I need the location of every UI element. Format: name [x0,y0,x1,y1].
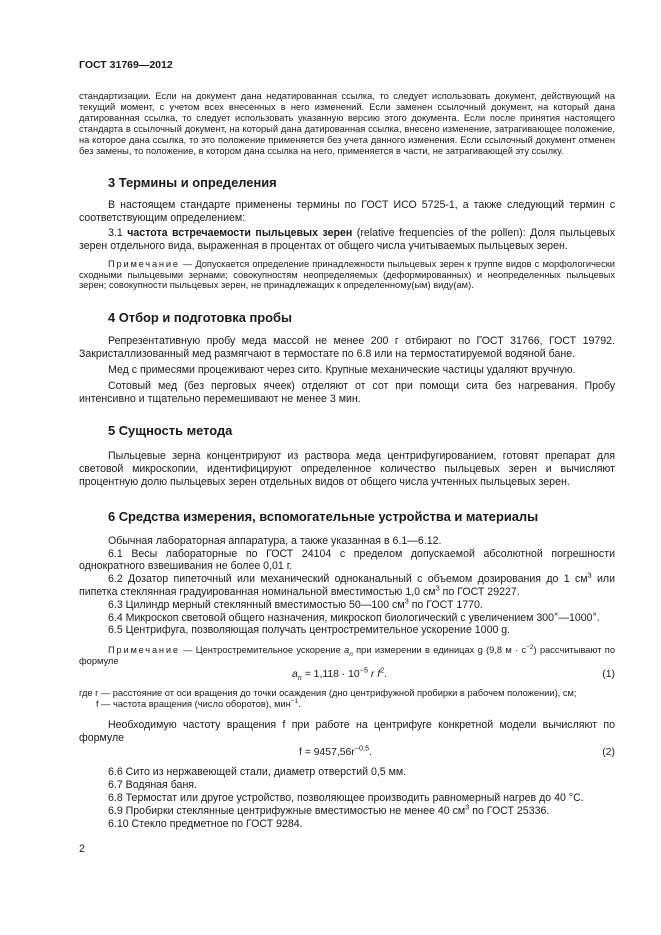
item-6-9: 6.9 Пробирки стеклянные центрифужные вместимостью не менее 40 $см^3$ по ГОСТ 25336. [108,802,550,817]
term-definition: (relative frequencies of the pollen): Доля пыльцевых зерен отдельного вида, выраженная в процентах от общего числа учитываемых пыльцевых зерен. [79,227,616,252]
section-4 [79,310,615,405]
section-6-note: Примечание — Центростремительное ускорение $a_n$ при измерении в единицах g (9,8 $м \cdot с^{-2}$) рассчитывают по формуле [79,644,615,666]
section-4-p2: Мед с примесями процеживают через сито. Крупные механические частицы удаляют вручную. [108,363,576,376]
frequency-paragraph: Необходимую частоту вращения f при работе на центрифуге конкретной модели вычисляют по формуле [79,718,615,744]
item-6-2: 6.2 Дозатор пипеточный или механический одноканальный с объемом дозирования до 1 $см^3$ или пипетка стеклянная градуированная номинальной вместимостью 1,0 $см^3$ по ГОСТ 29227. [79,570,615,598]
where-r: где r — расстояние от оси вращения до точки осаждения (дно центрифужной пробирки в рабочем положении), см; [79,687,577,698]
formula-2 [79,743,615,762]
document-header: ГОСТ 31769—2012 [79,59,173,71]
where-f: f — частота вращения (число оборотов), мин$^{-1}$. [96,697,301,709]
item-6-3: 6.3 Цилиндр мерный стеклянный вместимостью 50—100 $см^3$ по ГОСТ 1770. [108,596,483,611]
formula-1-number: (1) [602,668,615,680]
section-4-title: 4 Отбор и подготовка пробы [108,310,292,326]
section-5 [79,423,615,488]
item-6-5: 6.5 Центрифуга, позволяющая получать центростремительное ускорение 1000 g. [108,624,511,637]
section-6 [79,509,615,831]
item-6-1: 6.1 Весы лабораторные по ГОСТ 24104 с пределом допускаемой абсолютной погрешности однократного взвешивания не более 0,01 г. [79,547,615,573]
section-3-p1: В настоящем стандарте применены термины по ГОСТ ИСО 5725-1, а также следующий термин с соответствующим определением: [79,199,615,225]
formula-2-number: (2) [602,747,615,759]
item-6-8: 6.8 Термостат или другое устройство, позволяющее производить равномерный нагрев до 40 °С. [108,791,584,804]
term-name: частота встречаемости пыльцевых зерен [127,227,353,240]
page-content [79,91,615,830]
term-number: 3.1 [108,227,128,240]
section-4-p1: Репрезентативную пробу меда массой не менее 200 г отбирают по ГОСТ 31766, ГОСТ 19792. Закристаллизованный мед размягчают в термостате по 6.8 или на термостатируемой водяной бане. [79,335,615,361]
section-3-note [79,259,615,292]
formula-1-expression: $a_n = 1,118 \cdot 10^{-5}$ r $f^2$. [292,665,388,682]
section-5-title: 5 Сущность метода [108,423,233,439]
formula-2-expression: $f = 9457,56r^{-0,5}$. [299,743,372,759]
section-5-p1: Пыльцевые зерна концентрируют из раствора меда центрифугированием, готовят препарат для световой микроскопии, идентифицируют определенное количество пыльцевых зерен и вычисляют процентную долю пыльцевых зерен отдельных видов от общего числа учтенных пыльцевых зерен. [79,450,615,488]
section-4-p3: Сотовый мед (без перговых ячеек) отделяют от сот при помощи сита без нагревания. Пробу интенсивно и тщательно перемешивают не менее 3 мин. [79,379,615,405]
section-3-title: 3 Термины и определения [108,175,277,191]
item-6-7: 6.7 Водяная баня. [108,779,197,792]
item-6-0: Обычная лабораторная аппаратура, а также указанная в 6.1—6.12. [108,534,442,547]
intro-paragraph: стандартизации. Если на документ дана недатированная ссылка, то следует использовать документ, действующий на текущий момент, с учетом всех внесенных в него изменений. Если заменен ссылочный документ, на который дана датированная ссылка, то следует использовать указанную версию этого документа. Если после принятия настоящего стандарта в ссылочный документ, на который дана датированная ссылка, внесено изменение, затрагивающее положение, на которое дана ссылка, то это положение применяется без учета данного изменения. Если ссылочный документ отменен без замены, то положение, в котором дана ссылка на него, применяется в части, не затрагивающей эту ссылку. [79,91,615,156]
note-text: — Допускается определение принадлежности пыльцевых зерен к группе видов с морфологически сходными пыльцевыми зернами; совокупностям неопределяемых (деформированных) и неопределенных пыльцевых зерен; совокупности пыльцевых зерен, не принадлежащих к определенному(ым) виду(ам). [79,258,615,291]
formula-1 [79,665,615,684]
section-6-title: 6 Средства измерения, вспомогательные устройства и материалы [108,508,539,524]
item-6-4: 6.4 Микроскоп световой общего назначения, микроскоп биологический с увеличением 300×—1000×. [108,608,600,624]
page-number: 2 [79,843,85,855]
item-6-10: 6.10 Стекло предметное по ГОСТ 9284. [108,817,303,830]
term-3-1 [79,227,615,253]
item-6-6: 6.6 Сито из нержавеющей стали, диаметр отверстий 0,5 мм. [108,766,407,779]
note-label: Примечание [108,258,180,269]
note-label: Примечание [108,645,180,656]
section-3 [79,175,615,291]
